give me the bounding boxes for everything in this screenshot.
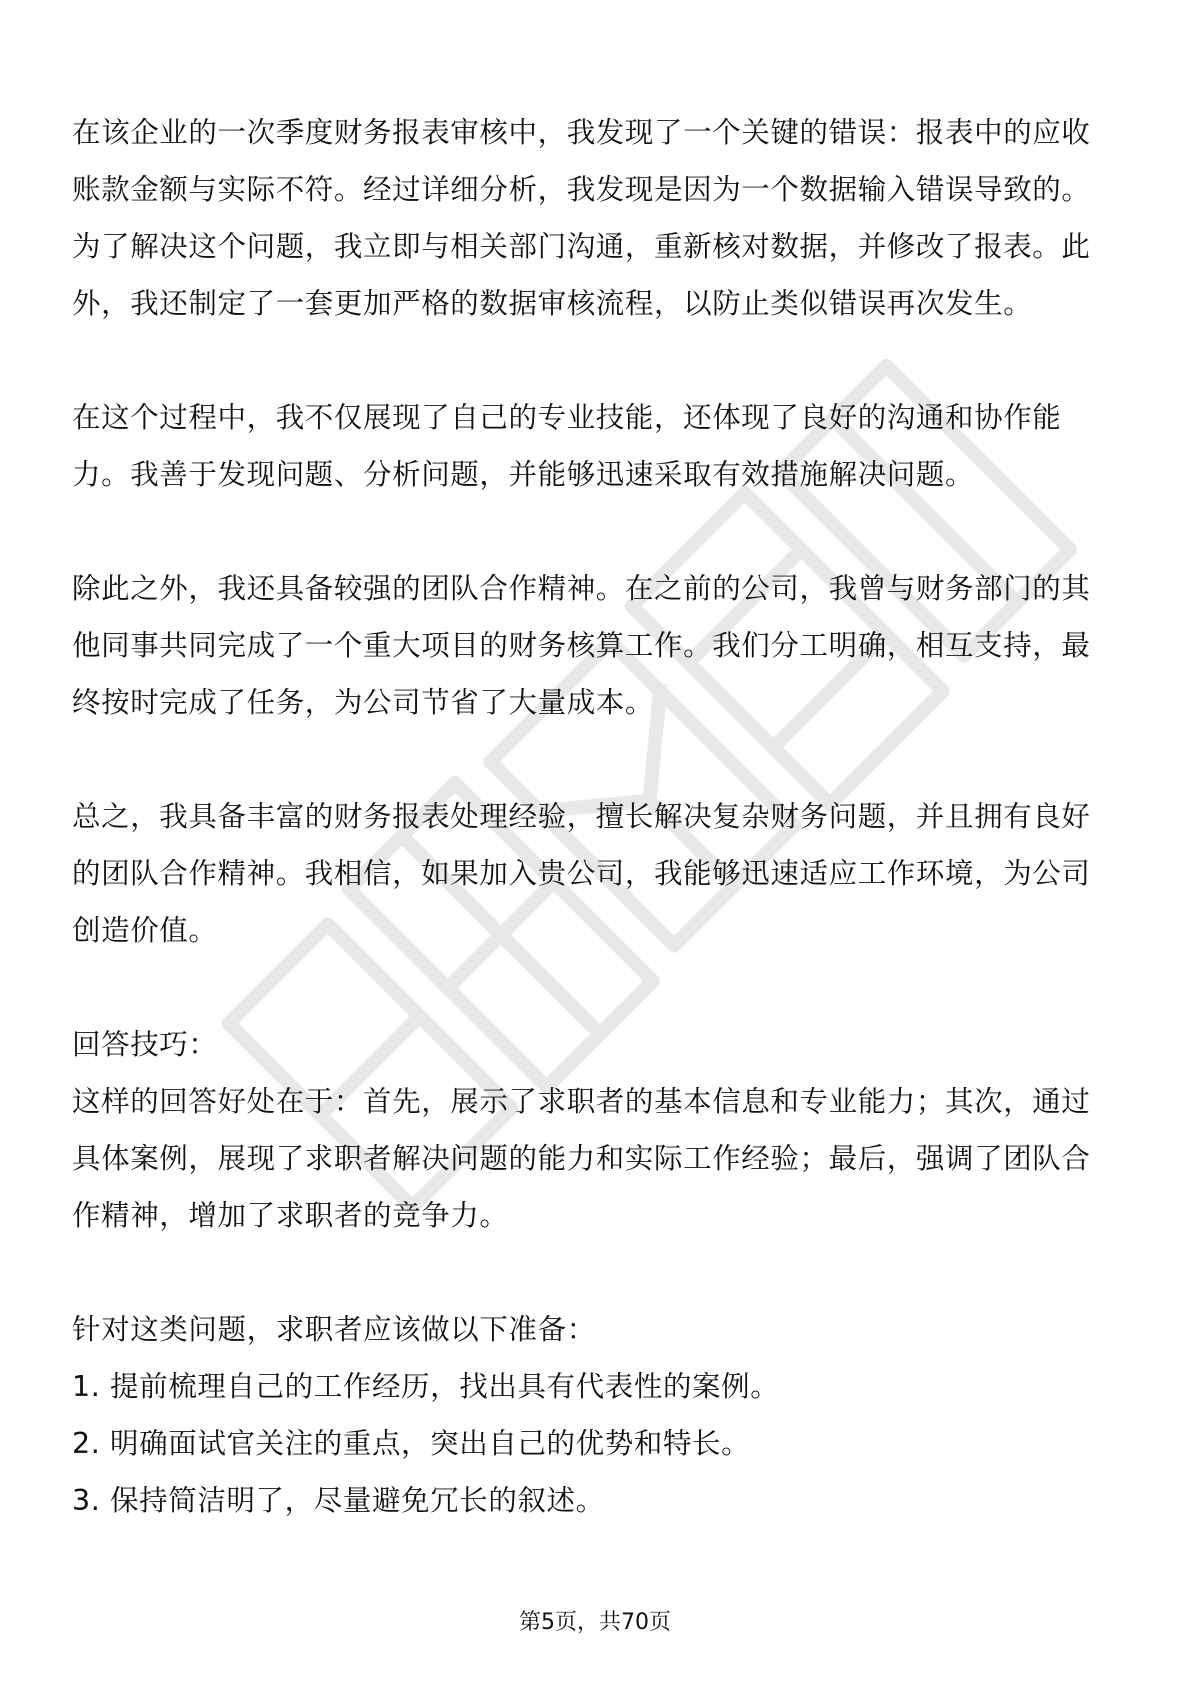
tips-heading: 回答技巧： — [72, 1028, 218, 1061]
prep-heading: 针对这类问题，求职者应该做以下准备： — [72, 1313, 596, 1346]
paragraph-2: 在这个过程中，我不仅展现了自己的专业技能，还体现了良好的沟通和协作能力。我善于发现问题、分析问题，并能够迅速采取有效措施解决问题。 — [72, 401, 1062, 491]
paragraph-3: 除此之外，我还具备较强的团队合作精神。在之前的公司，我曾与财务部门的其他同事共同完成了一个重大项目的财务核算工作。我们分工明确，相互支持，最终按时完成了任务，为公司节省了大量成本。 — [72, 572, 1091, 719]
paragraph-4: 总之，我具备丰富的财务报表处理经验，擅长解决复杂财务问题，并且拥有良好的团队合作精神。我相信，如果加入贵公司，我能够迅速适应工作环境，为公司创造价值。 — [72, 800, 1091, 947]
prep-item-1: 1. 提前梳理自己的工作经历，找出具有代表性的案例。 — [72, 1370, 780, 1403]
page-number: 第5页，共70页 — [519, 1610, 671, 1635]
prep-item-2: 2. 明确面试官关注的重点，突出自己的优势和特长。 — [72, 1427, 751, 1460]
document-body — [72, 104, 1118, 1529]
prep-item-3: 3. 保持简洁明了，尽量避免冗长的叙述。 — [72, 1484, 605, 1517]
tips-body: 这样的回答好处在于：首先，展示了求职者的基本信息和专业能力；其次，通过具体案例，展现了求职者解决问题的能力和实际工作经验；最后，强调了团队合作精神，增加了求职者的竞争力。 — [72, 1085, 1091, 1232]
paragraph-1: 在该企业的一次季度财务报表审核中，我发现了一个关键的错误：报表中的应收账款金额与实际不符。经过详细分析，我发现是因为一个数据输入错误导致的。为了解决这个问题，我立即与相关部门沟通，重新核对数据，并修改了报表。此外，我还制定了一套更加严格的数据审核流程，以防止类似错误再次发生。 — [72, 116, 1091, 320]
